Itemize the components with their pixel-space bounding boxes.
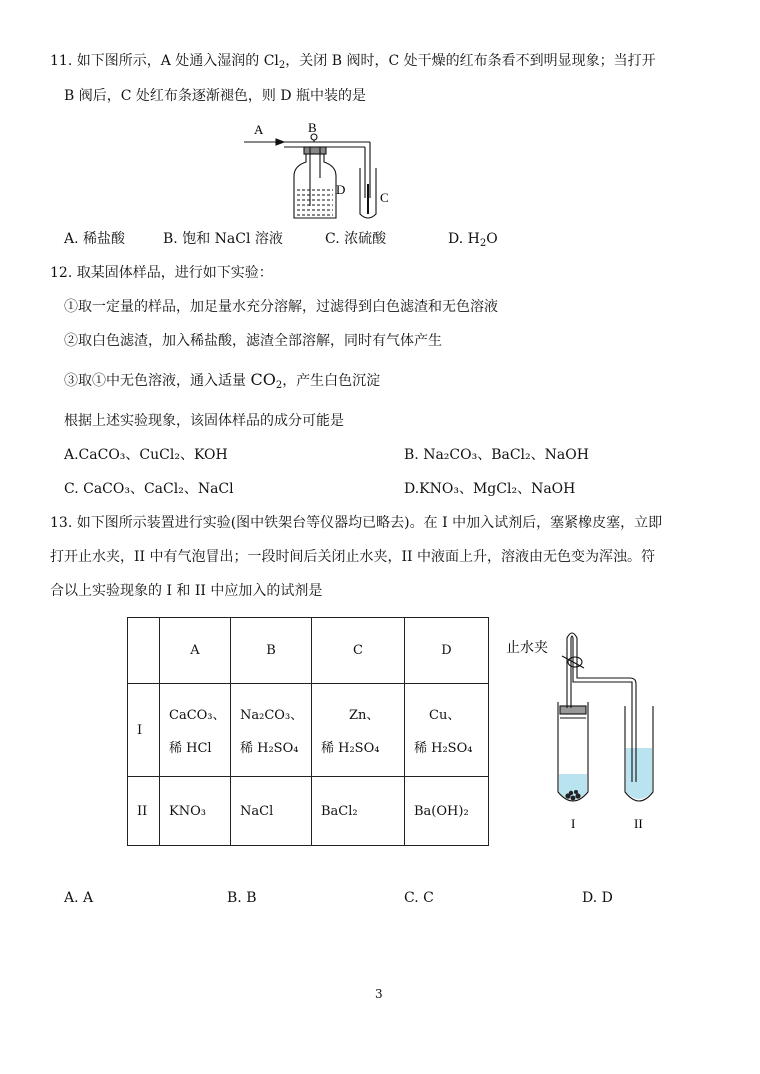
q13-line1: 13. 如下图所示装置进行实验(图中铁架台等仪器均已略去)。在 I 中加入试剂后，塞紧橡皮塞，立即	[50, 515, 663, 531]
q13-line2: 打开止水夹，II 中有气泡冒出；一段时间后关闭止水夹，II 中液面上升，溶液由无色变为浑浊。符	[50, 549, 656, 565]
table-cell: BaCl₂	[312, 777, 405, 846]
table-cell: Ba(OH)₂	[405, 777, 489, 846]
q11-apparatus-diagram	[238, 118, 408, 228]
q11-line2: B 阀后，C 处红布条逐渐褪色，则 D 瓶中装的是	[64, 88, 367, 104]
q13-apparatus-diagram	[500, 622, 670, 834]
table-row-label: I	[128, 684, 160, 777]
table-row-label: II	[128, 777, 160, 846]
table-header-row	[128, 618, 489, 684]
q13-option-a: A. A	[64, 890, 94, 906]
q12-question: 根据上述实验现象，该固体样品的成分可能是	[64, 413, 344, 429]
q13-tube1-label: I	[571, 816, 576, 831]
q12-option-b: B. Na₂CO₃、BaCl₂、NaOH	[404, 447, 589, 463]
table-header-a: A	[160, 618, 231, 684]
table-header-d: D	[405, 618, 489, 684]
q12-step3: ③取①中无色溶液，通入适量 $CO_2$，产生白色沉淀	[64, 370, 381, 391]
table-header-c: C	[312, 618, 405, 684]
table-cell: Na₂CO₃、 稀 H₂SO₄	[231, 684, 312, 777]
q13-reagent-table	[127, 617, 489, 846]
table-cell: NaCl	[231, 777, 312, 846]
q12-step1: ①取一定量的样品，加足量水充分溶解，过滤得到白色滤渣和无色溶液	[64, 299, 498, 315]
table-corner-cell	[128, 618, 160, 684]
table-header-b: B	[231, 618, 312, 684]
q11-label-a: A	[254, 122, 264, 137]
q11-label-c: C	[380, 190, 389, 205]
table-cell: CaCO₃、 稀 HCl	[160, 684, 231, 777]
table-cell: KNO₃	[160, 777, 231, 846]
q13-line3: 合以上实验现象的 I 和 II 中应加入的试剂是	[50, 583, 323, 599]
table-row-i	[128, 684, 489, 777]
q13-option-d: D. D	[582, 890, 613, 906]
q11-option-d: D. $H_2O$	[448, 231, 498, 249]
q13-option-b: B. B	[227, 890, 257, 906]
table-row-ii	[128, 777, 489, 846]
q12-option-a: A.CaCO₃、CuCl₂、KOH	[64, 447, 228, 463]
q11-line1: 11. 如下图所示，A 处通入湿润的 $Cl_2$，关闭 B 阀时，C 处干燥的红布条看不到明显现象；当打开	[50, 53, 656, 71]
q13-clamp-label: 止水夹	[506, 640, 548, 656]
q13-option-c: C. C	[404, 890, 434, 906]
q11-label-b: B	[308, 120, 317, 135]
q12-option-c: C. CaCO₃、CaCl₂、NaCl	[64, 481, 234, 497]
q12-option-d: D.KNO₃、MgCl₂、NaOH	[404, 481, 576, 497]
page-number: 3	[375, 987, 383, 1001]
q12-step2: ②取白色滤渣，加入稀盐酸，滤渣全部溶解，同时有气体产生	[64, 333, 442, 349]
q12-stem: 12. 取某固体样品，进行如下实验：	[50, 265, 273, 281]
q11-label-d: D	[336, 182, 346, 197]
q11-option-c: C. 浓硫酸	[325, 231, 387, 247]
q11-option-b: B. 饱和 NaCl 溶液	[163, 231, 283, 247]
q13-tube2-label: II	[634, 816, 643, 831]
table-cell: Zn、 稀 H₂SO₄	[312, 684, 405, 777]
q11-option-a: A. 稀盐酸	[64, 231, 126, 247]
table-cell: Cu、 稀 H₂SO₄	[405, 684, 489, 777]
